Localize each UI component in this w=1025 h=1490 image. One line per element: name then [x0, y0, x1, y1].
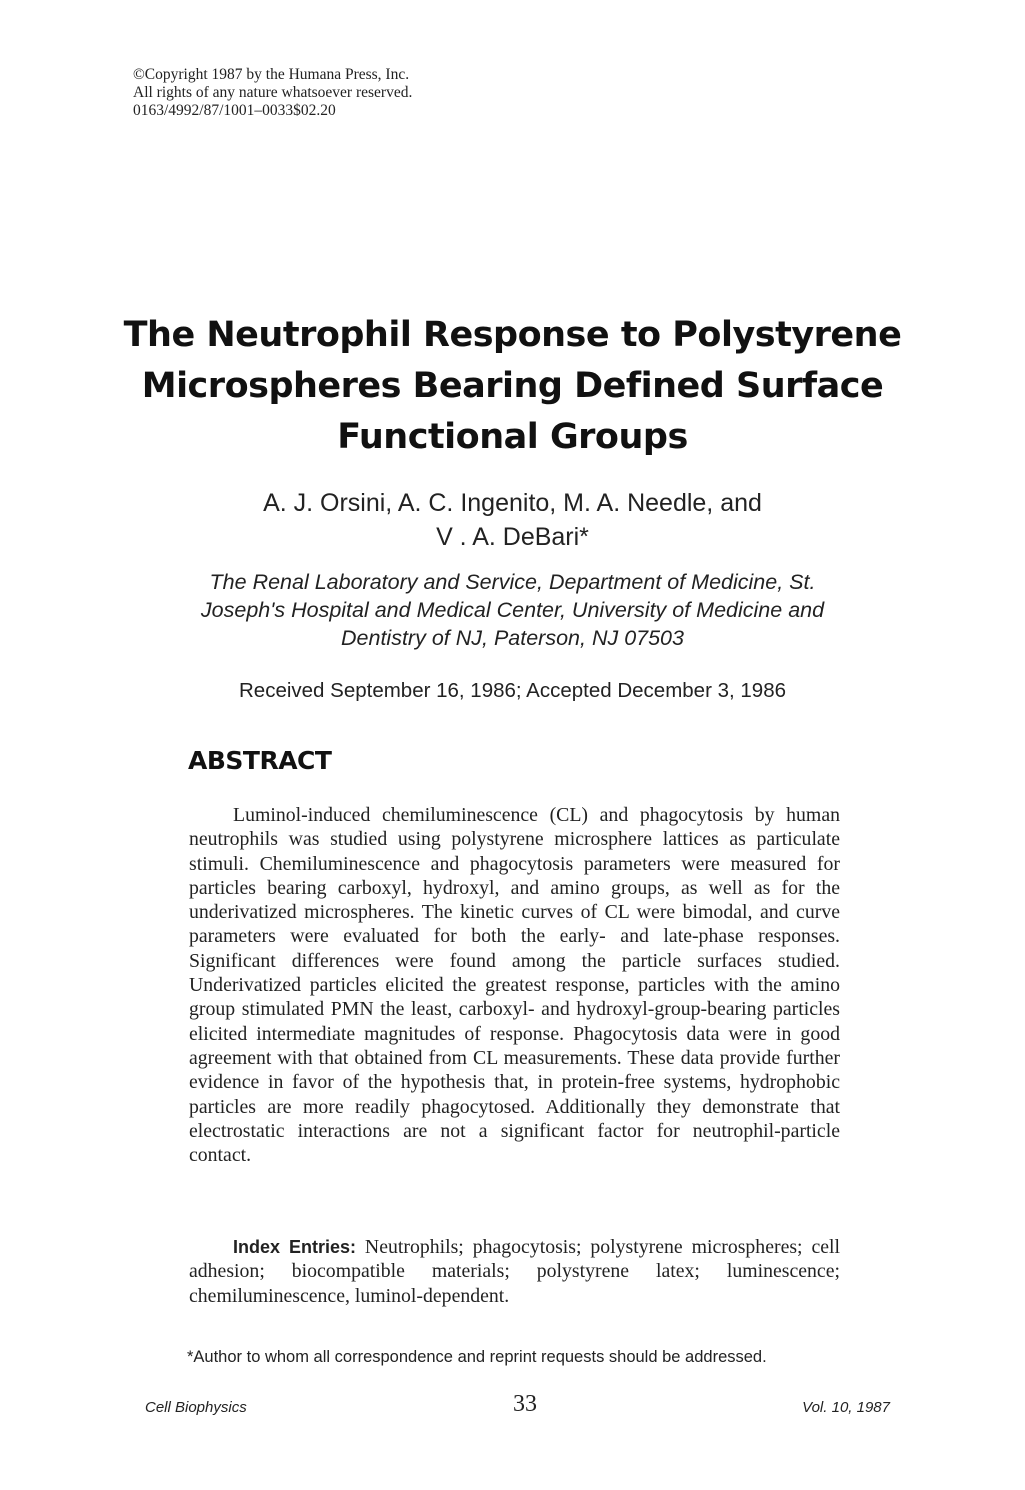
copyright-notice	[133, 66, 412, 120]
index-entries-label: Index Entries:	[233, 1237, 356, 1257]
volume-info: Vol. 10, 1987	[802, 1399, 890, 1416]
author-footnote: *Author to whom all correspondence and reprint requests should be addressed.	[187, 1348, 767, 1366]
index-entries-text: Neutrophils; phagocytosis; polystyrene microspheres; cell adhesion; biocompatible materials; polystyrene latex; luminescence; chemiluminescence, luminol-dependent.	[189, 1236, 840, 1307]
abstract-body	[189, 803, 840, 1167]
article-code-line: 0163/4992/87/1001–0033$02.20	[133, 102, 336, 119]
affiliation-line-2: Joseph's Hospital and Medical Center, University of Medicine and	[200, 598, 825, 622]
title-line-3: Functional Groups	[337, 417, 688, 457]
rights-line: All rights of any nature whatsoever reserved.	[133, 84, 413, 101]
affiliation-line-1: The Renal Laboratory and Service, Department of Medicine, St.	[209, 570, 816, 594]
affiliation	[80, 568, 945, 652]
index-entries	[189, 1235, 840, 1308]
author-list	[80, 486, 945, 554]
page-number: 33	[513, 1391, 537, 1417]
title-line-1: The Neutrophil Response to Polystyrene	[123, 315, 902, 355]
authors-line-2: V . A. DeBari*	[436, 523, 589, 551]
abstract-heading: ABSTRACT	[188, 746, 332, 775]
article-title	[80, 310, 945, 463]
authors-line-1: A. J. Orsini, A. C. Ingenito, M. A. Needle, and	[263, 489, 762, 517]
abstract-text: Luminol-induced chemiluminescence (CL) and phagocytosis by human neutrophils was studied using polystyrene microsphere lattices as particulate stimuli. Chemiluminescence and phagocytosis parameters were measured for particles bearing carboxyl, hydroxyl, and amino groups, as well as for the underivatized microspheres. The kinetic curves of CL were bimodal, and curve parameters were evaluated for both the early- and late-phase responses. Significant differences were found among the particle surfaces studied. Underivatized particles elicited the greatest response, particles with the amino group stimulated PMN the least, carboxyl- and hydroxyl-group-bearing particles elicited intermediate magnitudes of response. Phagocytosis data were in good agreement with that obtained from CL measurements. These data provide further evidence in favor of the hypothesis that, in protein-free systems, hydrophobic particles are more readily phagocytosed. Additionally they demonstrate that electrostatic interactions are not a significant factor for neutrophil-particle contact.	[189, 804, 840, 1167]
received-dates: Received September 16, 1986; Accepted December 3, 1986	[238, 679, 786, 702]
affiliation-line-3: Dentistry of NJ, Paterson, NJ 07503	[341, 626, 684, 650]
copyright-line: ©Copyright 1987 by the Humana Press, Inc.	[133, 66, 410, 83]
title-line-2: Microspheres Bearing Defined Surface	[141, 366, 884, 406]
journal-name: Cell Biophysics	[145, 1399, 247, 1416]
